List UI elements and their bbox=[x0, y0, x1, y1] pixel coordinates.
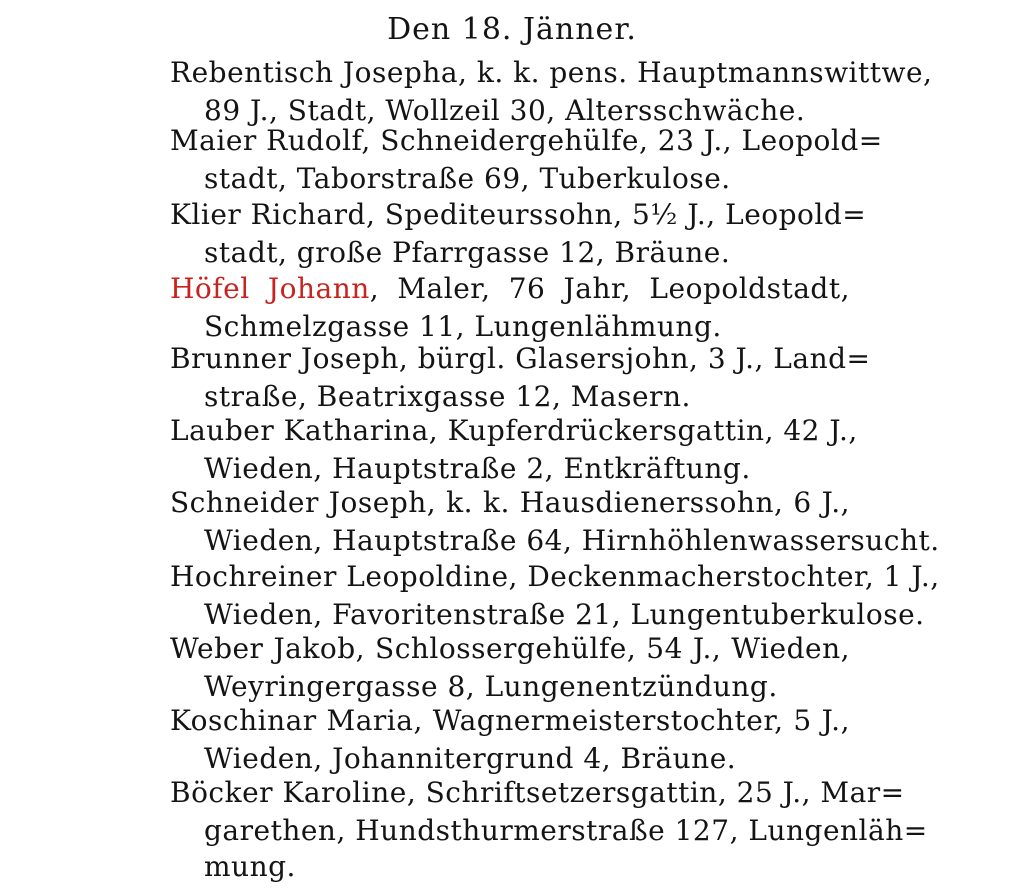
deceased-name: Hochreiner Leopoldine bbox=[170, 560, 509, 593]
entry-continuation-line: Weyringergasse 8, Lungenentzündung. bbox=[204, 670, 778, 703]
deceased-name: Schneider Joseph bbox=[170, 486, 427, 519]
death-notice-entry bbox=[170, 558, 940, 634]
highlighted-deceased-name: Höfel Johann bbox=[170, 272, 370, 305]
entry-details: , k. k. Hausdienerssohn, 6 J., bbox=[426, 486, 850, 519]
death-notice-entry bbox=[170, 774, 928, 884]
entry-continuation-line: garethen, Hundsthurmerstraße 127, Lungenläh= bbox=[204, 814, 928, 847]
entry-first-line bbox=[170, 630, 850, 668]
entry-details: , Maler, 76 Jahr, Leopoldstadt, bbox=[369, 272, 850, 305]
death-notice-entry bbox=[170, 340, 871, 416]
entry-first-line bbox=[170, 774, 905, 812]
entry-continuation-line: Wieden, Johannitergrund 4, Bräune. bbox=[204, 742, 737, 775]
deceased-name: Brunner Joseph bbox=[170, 342, 399, 375]
date-heading: Den 18. Jänner. bbox=[387, 12, 637, 47]
entry-first-line bbox=[170, 484, 850, 522]
death-notice-entry bbox=[170, 484, 940, 560]
entry-first-line bbox=[170, 54, 933, 92]
entry-first-line bbox=[170, 196, 867, 234]
entry-details: , Deckenmacherstochter, 1 J., bbox=[508, 560, 940, 593]
entry-continuation-line: Schmelzgasse 11, Lungenlähmung. bbox=[204, 310, 722, 343]
entry-continuation-line: mung. bbox=[204, 850, 296, 883]
deceased-name: Rebentisch Josepha bbox=[170, 56, 459, 89]
entry-continuation-line: Wieden, Favoritenstraße 21, Lungentuberkulose. bbox=[204, 598, 925, 631]
entry-continuation-line: Wieden, Hauptstraße 2, Entkräftung. bbox=[204, 452, 751, 485]
entry-continuation-line: stadt, Taborstraße 69, Tuberkulose. bbox=[204, 162, 731, 195]
entry-first-line bbox=[170, 122, 883, 160]
entry-details: , Schlossergehülfe, 54 J., Wieden, bbox=[355, 632, 850, 665]
deceased-name: Maier Rudolf bbox=[170, 124, 362, 157]
entry-continuation-line: straße, Beatrixgasse 12, Masern. bbox=[204, 380, 691, 413]
entry-first-line bbox=[170, 412, 858, 450]
entry-details: , Schriftsetzersgattin, 25 J., Mar= bbox=[406, 776, 905, 809]
entry-details: , Schneidergehülfe, 23 J., Leopold= bbox=[361, 124, 883, 157]
entry-first-line bbox=[170, 558, 940, 596]
death-notice-entry-highlighted bbox=[170, 270, 850, 346]
death-notice-entry bbox=[170, 196, 867, 272]
entry-details: , k. k. pens. Hauptmannswittwe, bbox=[458, 56, 933, 89]
entry-first-line bbox=[170, 340, 871, 378]
deceased-name: Koschinar Maria bbox=[170, 704, 414, 737]
entry-details: , Kupferdrückersgattin, 42 J., bbox=[428, 414, 858, 447]
deceased-name: Klier Richard bbox=[170, 198, 366, 231]
entry-details: , Wagnermeisterstochter, 5 J., bbox=[413, 704, 850, 737]
entry-first-line bbox=[170, 270, 850, 308]
death-notice-entry bbox=[170, 412, 858, 488]
entry-continuation-line: Wieden, Hauptstraße 64, Hirnhöhlenwassersucht. bbox=[204, 524, 940, 557]
death-notice-entry bbox=[170, 54, 933, 130]
deceased-name: Böcker Karoline bbox=[170, 776, 407, 809]
entry-first-line bbox=[170, 702, 850, 740]
death-notice-entry bbox=[170, 702, 850, 778]
deceased-name: Weber Jakob bbox=[170, 632, 356, 665]
entry-continuation-line: 89 J., Stadt, Wollzeil 30, Altersschwäche. bbox=[204, 94, 806, 127]
deceased-name: Lauber Katharina bbox=[170, 414, 429, 447]
entry-details: , Spediteurssohn, 5½ J., Leopold= bbox=[365, 198, 867, 231]
death-notice-entry bbox=[170, 630, 850, 706]
entry-details: , bürgl. Glasersjohn, 3 J., Land= bbox=[398, 342, 871, 375]
death-notice-entry bbox=[170, 122, 883, 198]
entry-continuation-line: stadt, große Pfarrgasse 12, Bräune. bbox=[204, 236, 731, 269]
